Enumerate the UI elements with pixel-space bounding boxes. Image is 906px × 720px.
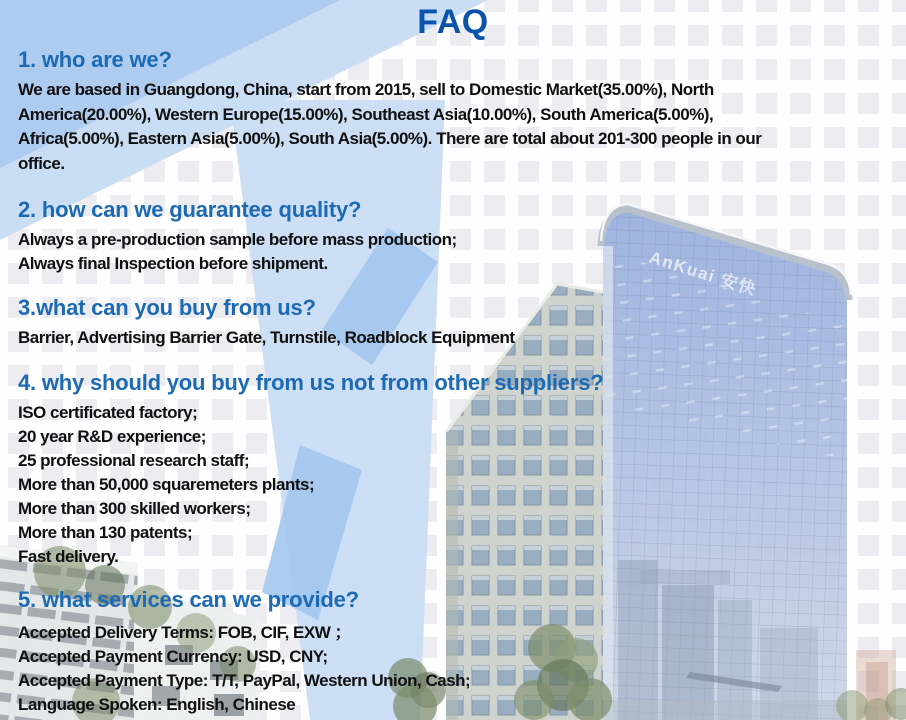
section-body — [18, 228, 902, 276]
section-body-line: We are based in Guangdong, China, start from 2015, sell to Domestic Market(35.00%), North — [18, 80, 714, 99]
section-body-line: More than 50,000 squaremeters plants; — [18, 475, 315, 494]
page-title: FAQ — [417, 3, 489, 41]
faq-section-2 — [18, 196, 902, 276]
section-body-line: Accepted Payment Currency: USD, CNY; — [18, 647, 328, 666]
section-body-line: Always final Inspection before shipment. — [18, 254, 328, 273]
section-body-line: 25 professional research staff; — [18, 451, 250, 470]
section-body-line: More than 300 skilled workers; — [18, 499, 251, 518]
section-heading: 5. what services can we provide? — [18, 587, 359, 612]
section-body-line: Accepted Payment Type: T/T, PayPal, Western Union, Cash; — [18, 671, 471, 690]
section-body-line: office. — [18, 153, 65, 173]
section-body-line: Language Spoken: English, Chinese — [18, 695, 296, 714]
section-body — [18, 621, 902, 717]
section-body — [18, 326, 902, 350]
section-heading: 3.what can you buy from us? — [18, 295, 316, 320]
section-body-line: Fast delivery. — [18, 547, 119, 566]
section-body-line: 20 year R&D experience; — [18, 427, 206, 446]
section-body — [18, 401, 902, 569]
section-body-line: America(20.00%), Western Europe(15.00%), Southeast Asia(10.00%), South America(5.00%), — [18, 104, 714, 124]
section-body-line: Always a pre-production sample before mass production; — [18, 230, 457, 249]
faq-section-5 — [18, 586, 902, 717]
section-heading: 2. how can we guarantee quality? — [18, 197, 362, 222]
section-body-line: Barrier, Advertising Barrier Gate, Turnstile, Roadblock Equipment — [18, 328, 515, 347]
section-body-line: Accepted Delivery Terms: FOB, CIF, EXW ； — [18, 623, 351, 642]
section-heading: 4. why should you buy from us not from other suppliers? — [18, 370, 604, 395]
section-body — [18, 78, 902, 176]
building-logo-text: AnKuai 安快 — [646, 247, 760, 300]
section-heading: 1. who are we? — [18, 47, 172, 72]
section-body-line: ISO certificated factory; — [18, 403, 198, 422]
faq-section-4 — [18, 369, 902, 569]
faq-section-1 — [18, 46, 902, 176]
section-body-line: Africa(5.00%), Eastern Asia(5.00%), South Asia(5.00%). There are total about 201-300 people in our — [18, 129, 762, 148]
faq-section-3 — [18, 294, 902, 350]
section-body-line: More than 130 patents; — [18, 523, 193, 542]
